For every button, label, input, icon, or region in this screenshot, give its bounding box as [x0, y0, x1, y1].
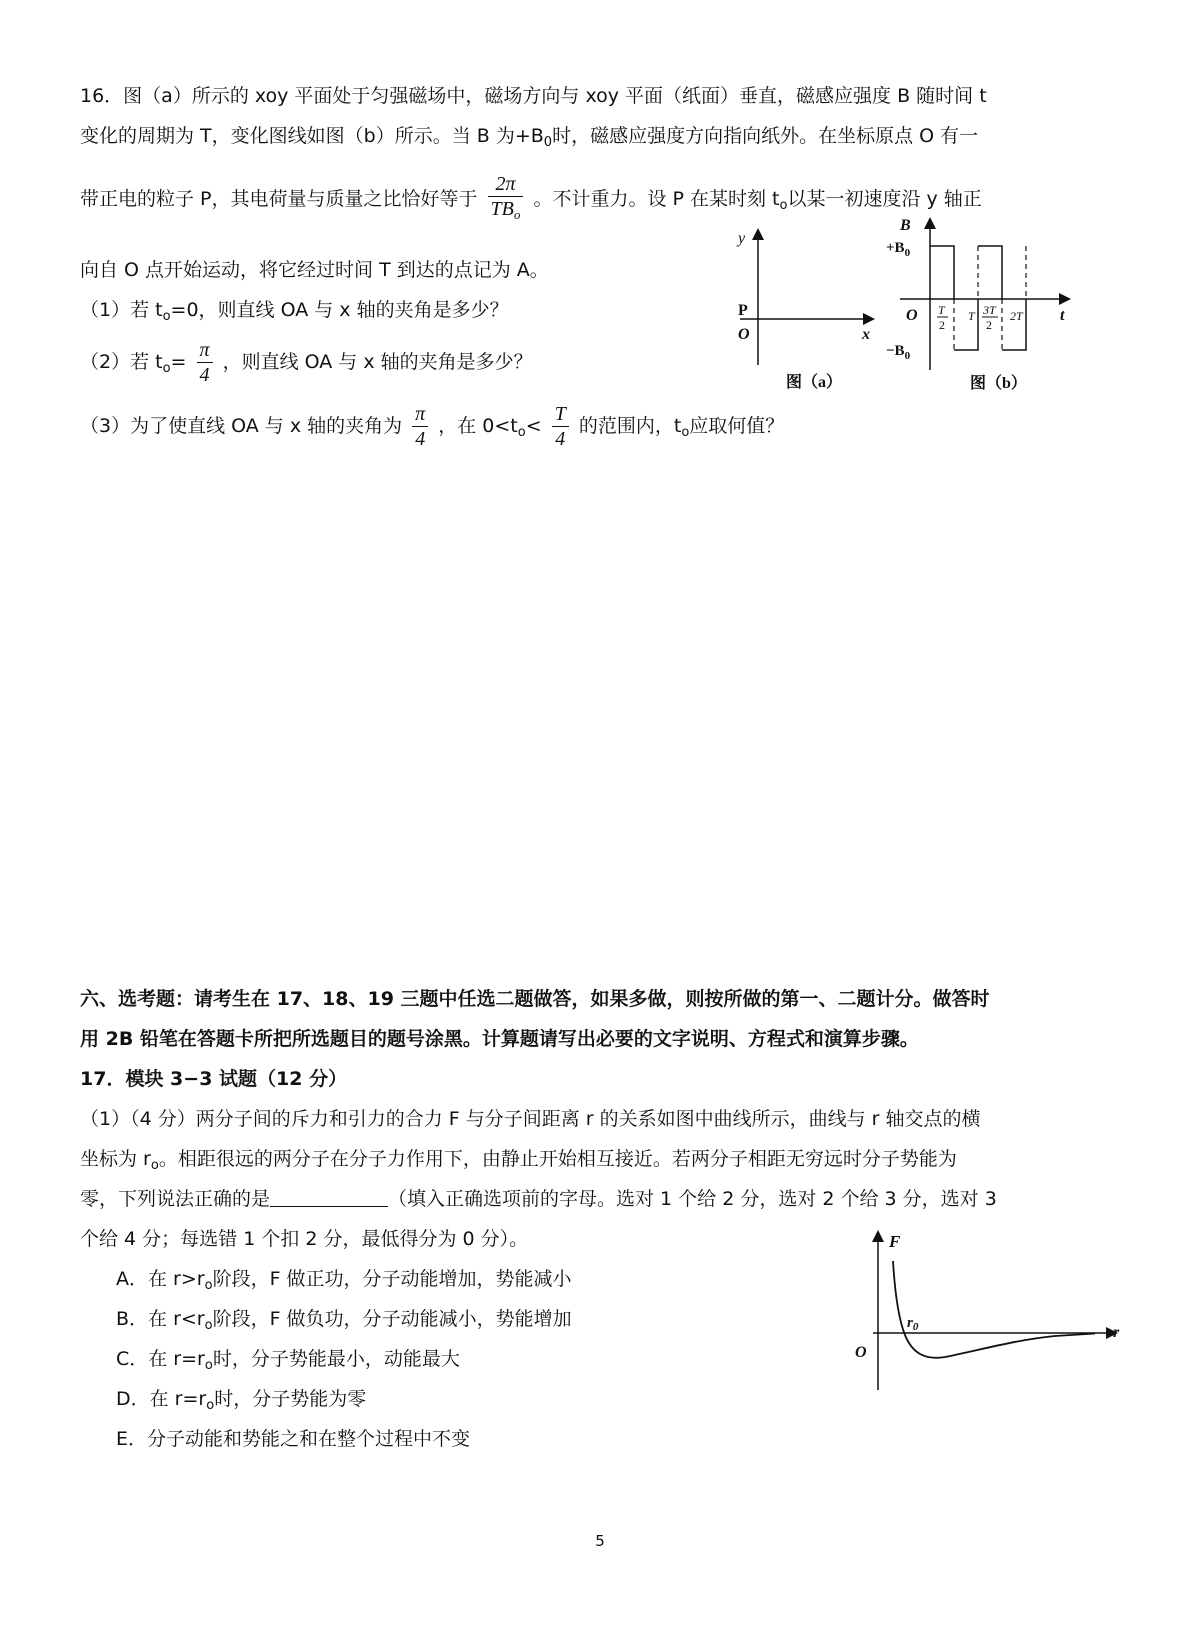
q16-line-3: 带正电的粒子 P，其电荷量与质量之比恰好等于 $\frac{2\pi}{TB_o}$ 。不计重力。设 P 在某时刻 $t_o$以某一初速度沿 y 轴正: [80, 172, 982, 227]
page-number: 5: [595, 1532, 605, 1550]
fig-c-o-label: O: [855, 1344, 867, 1361]
pi-over-4-fraction: $\frac{\pi}{4}$: [197, 338, 213, 387]
fig-b-caption: 图（b）: [970, 375, 1027, 392]
fig-b-tick-3half-num: 3T: [983, 303, 996, 317]
q17-line-4: 个给 4 分；每选错 1 个扣 2 分，最低得分为 0 分）。: [80, 1228, 529, 1250]
section-6-line-2: 用 2B 铅笔在答题卡所把所选题目的题号涂黑。计算题请写出必要的文字说明、方程式和演算步骤。: [80, 1028, 919, 1050]
fig-b-tick-3half-den: 2: [986, 318, 992, 332]
q17-title: 17．模块 3−3 试题（12 分）: [80, 1068, 348, 1090]
fig-b-wave-low-2: [1002, 299, 1026, 350]
q16-sub-3: （3）为了使直线 OA 与 x 轴的夹角为 $\frac{\pi}{4}$ ，在 $0<t_o<$ $\frac{T}{4}$ 的范围内，$t_o$应取何值？: [80, 403, 785, 450]
fig-a-x-label: x: [862, 326, 870, 343]
section-6-line-1: 六、选考题：请考生在 17、18、19 三题中任选二题做答，如果多做，则按所做的第一、二题计分。做答时: [80, 988, 990, 1010]
fig-b-b-label: B: [900, 217, 911, 234]
fig-a-o-label: O: [738, 326, 750, 343]
fig-b-t-label: t: [1060, 307, 1065, 324]
fig-a-y-label: y: [738, 230, 746, 247]
option-e: E．分子动能和势能之和在整个过程中不变: [116, 1428, 471, 1450]
answer-blank[interactable]: [270, 1188, 388, 1207]
q17-line-3: 零，下列说法正确的是 （填入正确选项前的字母。选对 1 个给 2 分，选对 2 个给 3 分，选对 3: [80, 1188, 997, 1210]
q17-line-1: （1）（4 分）两分子间的斥力和引力的合力 F 与分子间距离 r 的关系如图中曲线所示，曲线与 r 轴交点的横: [80, 1108, 981, 1130]
fig-b-tick-half-num: T: [938, 303, 945, 317]
fig-b-wave-low-1: [954, 299, 978, 350]
option-d: D．在 $r=r_o$时，分子势能为零: [116, 1388, 367, 1413]
figure-force-distance: [855, 1225, 1130, 1395]
fig-b-minus-b0: $-B_0$: [886, 343, 911, 362]
fig-b-square-wave: [930, 246, 954, 299]
option-b: B．在 $r<r_o$阶段，F 做负功，分子动能减小，势能增加: [116, 1308, 572, 1333]
fig-a-p-label: P: [738, 302, 748, 319]
q16-line-4: 向自 O 点开始运动，将它经过时间 T 到达的点记为 A。: [80, 259, 549, 281]
option-c: C．在 $r=r_o$时，分子势能最小，动能最大: [116, 1348, 460, 1373]
fig-b-o-label: O: [906, 307, 918, 324]
t-over-4-fraction: $\frac{T}{4}$: [552, 402, 569, 451]
figure-b: [886, 212, 1120, 402]
option-a: A．在 $r>r_o$阶段，F 做正功，分子动能增加，势能减小: [116, 1268, 572, 1293]
q16-sub-1: （1）若 $t_o=0$，则直线 OA 与 x 轴的夹角是多少？: [80, 299, 509, 324]
q16-line-2: 变化的周期为 T，变化图线如图（b）所示。当 B 为$+B_0$时，磁感应强度方向指向纸外。在坐标原点 O 有一: [80, 125, 979, 150]
fig-b-wave-high-2: [978, 246, 1002, 299]
fig-c-r-label: r: [1113, 1324, 1120, 1341]
fig-c-r0-label: $r_0$: [907, 1315, 919, 1333]
fig-b-tick-T: T: [968, 309, 975, 323]
fig-c-f-label: F: [889, 1232, 901, 1251]
pi-over-4-fraction-2: $\frac{\pi}{4}$: [412, 402, 428, 451]
charge-mass-fraction: $\frac{2\pi}{TB_o}$: [488, 172, 524, 227]
fig-b-tick-half-den: 2: [939, 318, 945, 332]
fig-b-plus-b0: $+B_0$: [886, 240, 911, 259]
fig-b-tick-2T: 2T: [1010, 309, 1023, 323]
fig-c-force-curve: [893, 1261, 1095, 1358]
q16-sub-2: （2）若 $t_o=$ $\frac{\pi}{4}$ ，则直线 OA 与 x 轴的夹角是多少？: [80, 339, 533, 386]
fig-a-caption: 图（a）: [786, 374, 843, 391]
q17-line-2: 坐标为 $r_o$。相距很远的两分子在分子力作用下，由静止开始相互接近。若两分子相距无穷远时分子势能为: [80, 1148, 957, 1173]
q16-line-1: 16．图（a）所示的 xoy 平面处于匀强磁场中，磁场方向与 xoy 平面（纸面）垂直，磁感应强度 B 随时间 t: [80, 85, 987, 107]
